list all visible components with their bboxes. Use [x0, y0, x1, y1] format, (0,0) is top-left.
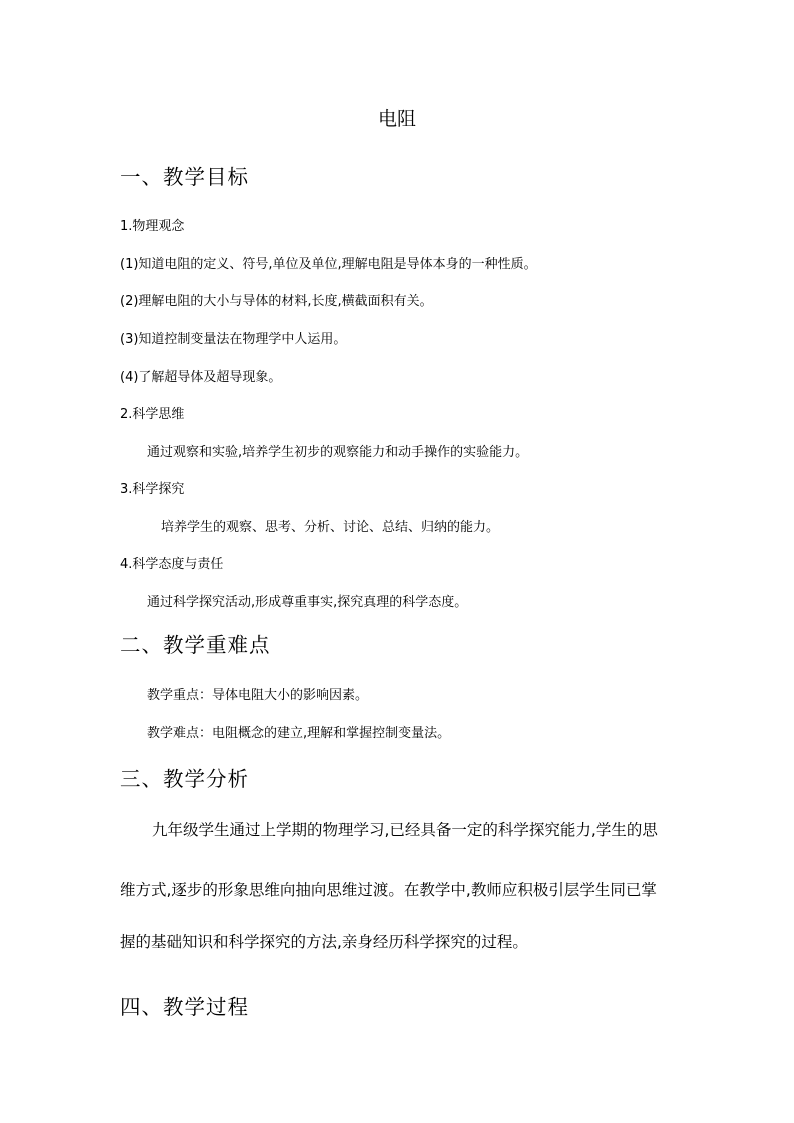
subheading-scientific-thinking: 2.科学思维 [120, 407, 185, 422]
analysis-line-3: 握的基础知识和科学探究的方法,亲身经历科学探究的过程。 [120, 933, 528, 951]
section-heading-objectives: 一、教学目标 [120, 165, 249, 189]
objective-item-2: (2)理解电阻的大小与导体的材料,长度,横截面积有关。 [120, 294, 433, 309]
page-title: 电阻 [377, 108, 416, 130]
section-heading-key-points: 二、教学重难点 [120, 633, 271, 657]
section-heading-process: 四、教学过程 [120, 995, 249, 1019]
difficult-point-text: 教学难点：电阻概念的建立,理解和掌握控制变量法。 [147, 726, 451, 741]
scientific-inquiry-text: 培养学生的观察、思考、分析、讨论、总结、归纳的能力。 [161, 520, 500, 535]
objective-item-4: (4)了解超导体及超导现象。 [120, 370, 282, 385]
analysis-line-2: 维方式,逐步的形象思维向抽向思维过渡。在教学中,教师应积极引层学生同已掌 [120, 881, 657, 899]
analysis-line-1: 九年级学生通过上学期的物理学习,已经具备一定的科学探究能力,学生的思 [152, 821, 658, 839]
scientific-thinking-text: 通过观察和实验,培养学生初步的观察能力和动手操作的实验能力。 [147, 445, 529, 460]
key-point-text: 教学重点：导体电阻大小的影响因素。 [147, 688, 369, 703]
subheading-attitude-responsibility: 4.科学态度与责任 [120, 557, 224, 572]
subheading-physics-concept: 1.物理观念 [120, 219, 185, 234]
objective-item-3: (3)知道控制变量法在物理学中人运用。 [120, 332, 347, 347]
objective-item-1: (1)知道电阻的定义、符号,单位及单位,理解电阻是导体本身的一种性质。 [120, 257, 537, 272]
section-heading-analysis: 三、教学分析 [120, 767, 249, 791]
subheading-scientific-inquiry: 3.科学探究 [120, 482, 185, 497]
attitude-responsibility-text: 通过科学探究活动,形成尊重事实,探究真理的科学态度。 [147, 595, 468, 610]
